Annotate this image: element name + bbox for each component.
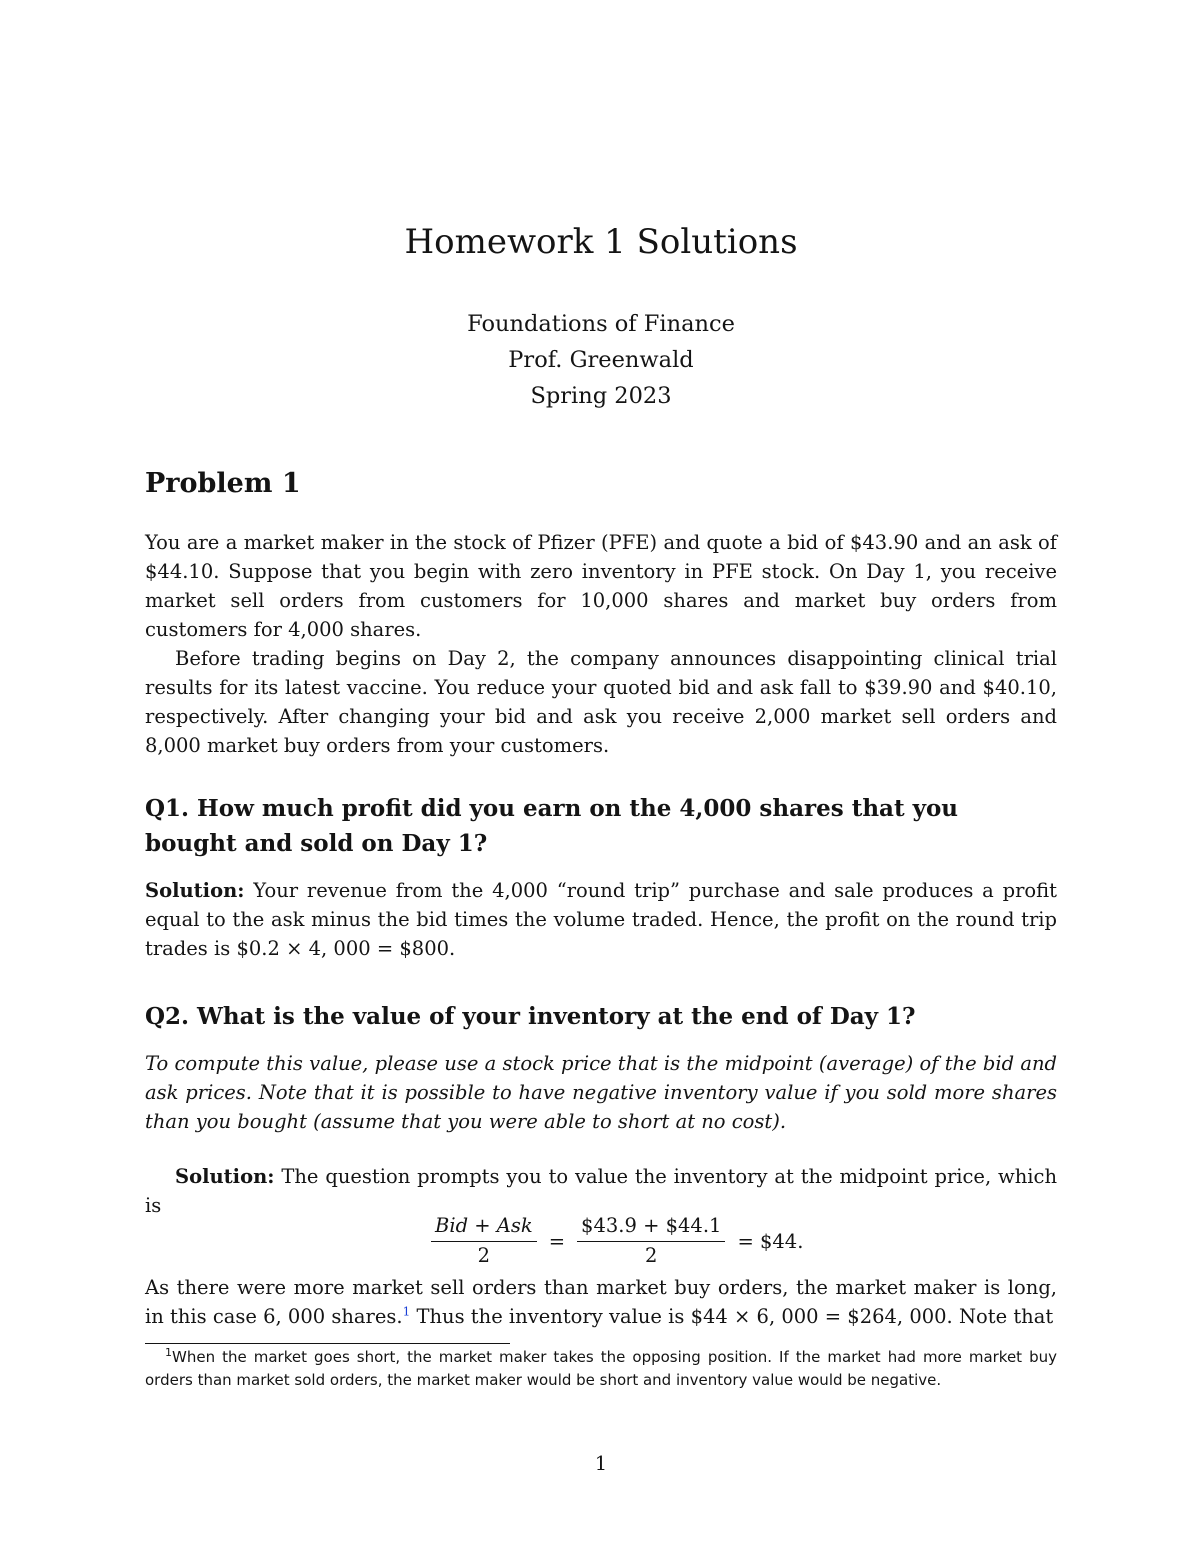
solution-end: . [449, 937, 456, 960]
solution-text: The question prompts you to value the inventory at the midpoint price, which is [145, 1165, 1057, 1217]
footnote-mark: 1 [165, 1346, 172, 1359]
professor-name: Prof. Greenwald [508, 347, 694, 373]
equation-result: = $44. [737, 1229, 804, 1253]
document-title: Homework 1 Solutions [404, 222, 798, 262]
inline-math: 6, 000 [263, 1305, 326, 1328]
q1-solution [145, 876, 1057, 963]
fraction-denominator: 2 [477, 1244, 491, 1268]
continued-text: . Note that [946, 1305, 1054, 1328]
fraction-prices [577, 1214, 725, 1268]
solution-math: $0.2 × 4, 000 = $800 [236, 937, 450, 960]
equals-sign: = [548, 1229, 566, 1253]
fraction-denominator: 2 [645, 1244, 658, 1268]
fraction-numerator: $43.9 + $44.1 [581, 1213, 722, 1237]
document-page [145, 0, 1057, 1553]
term: Spring 2023 [530, 383, 672, 409]
q2-heading: Q2. What is the value of your inventory at the end of Day 1? [145, 1003, 916, 1030]
q2-solution-continued [145, 1273, 1057, 1331]
solution-label: Solution: [175, 1165, 275, 1188]
footnote-link[interactable]: 1 [402, 1304, 411, 1319]
title-block [145, 306, 1057, 414]
fraction-numerator: Bid + Ask [435, 1213, 533, 1237]
q2-instructions: To compute this value, please use a stock price that is the midpoint (average) of the bid and ask prices. Note that it is possible to have negative inventory value if you sold more shares than you bought (assume that you were able to short at no cost). [145, 1052, 1057, 1133]
continued-text: Thus the inventory value is [410, 1305, 691, 1328]
footnote [145, 1346, 1057, 1392]
footnote-text: When the market goes short, the market maker takes the opposing position. If the market had more market buy orders than market sold orders, the market maker would be short and inventory value would be negative. [145, 1348, 1057, 1389]
inline-math: $44 × 6, 000 = $264, 000 [690, 1305, 947, 1328]
course-name: Foundations of Finance [467, 311, 735, 337]
q1-heading: Q1. How much profit did you earn on the 4,000 shares that you bought and sold on Day 1? [145, 795, 959, 857]
midpoint-equation [425, 1211, 809, 1271]
fraction-bid-ask [431, 1214, 537, 1268]
problem-paragraph-1: You are a market maker in the stock of Pfizer (PFE) and quote a bid of $43.90 and an ask of $44.10. Suppose that you begin with zero inventory in PFE stock. On Day 1, you receive market sell orders from customers for 10,000 shares and market buy orders from customers for 4,000 shares. [145, 531, 1057, 641]
problem-heading: Problem 1 [145, 468, 301, 499]
problem-paragraph-2: Before trading begins on Day 2, the company announces disappointing clinical trial results for its latest vaccine. You reduce your quoted bid and ask fall to $39.90 and $40.10, respectively. After changing your bid and ask you receive 2,000 market sell orders and 8,000 market buy orders from your customers. [145, 647, 1057, 757]
page-number: 1 [594, 1452, 608, 1475]
solution-text: Your revenue from the 4,000 “round trip” purchase and sale produces a profit equal to the ask minus the bid times the volume traded. Hence, the profit on the round trip trades is [145, 879, 1057, 960]
continued-text: shares. [325, 1305, 403, 1328]
solution-label: Solution: [145, 879, 245, 902]
continued-text: As there were more market sell orders than market buy orders, the market maker is long, in this case [145, 1276, 1057, 1328]
footnote-rule [145, 1343, 510, 1344]
